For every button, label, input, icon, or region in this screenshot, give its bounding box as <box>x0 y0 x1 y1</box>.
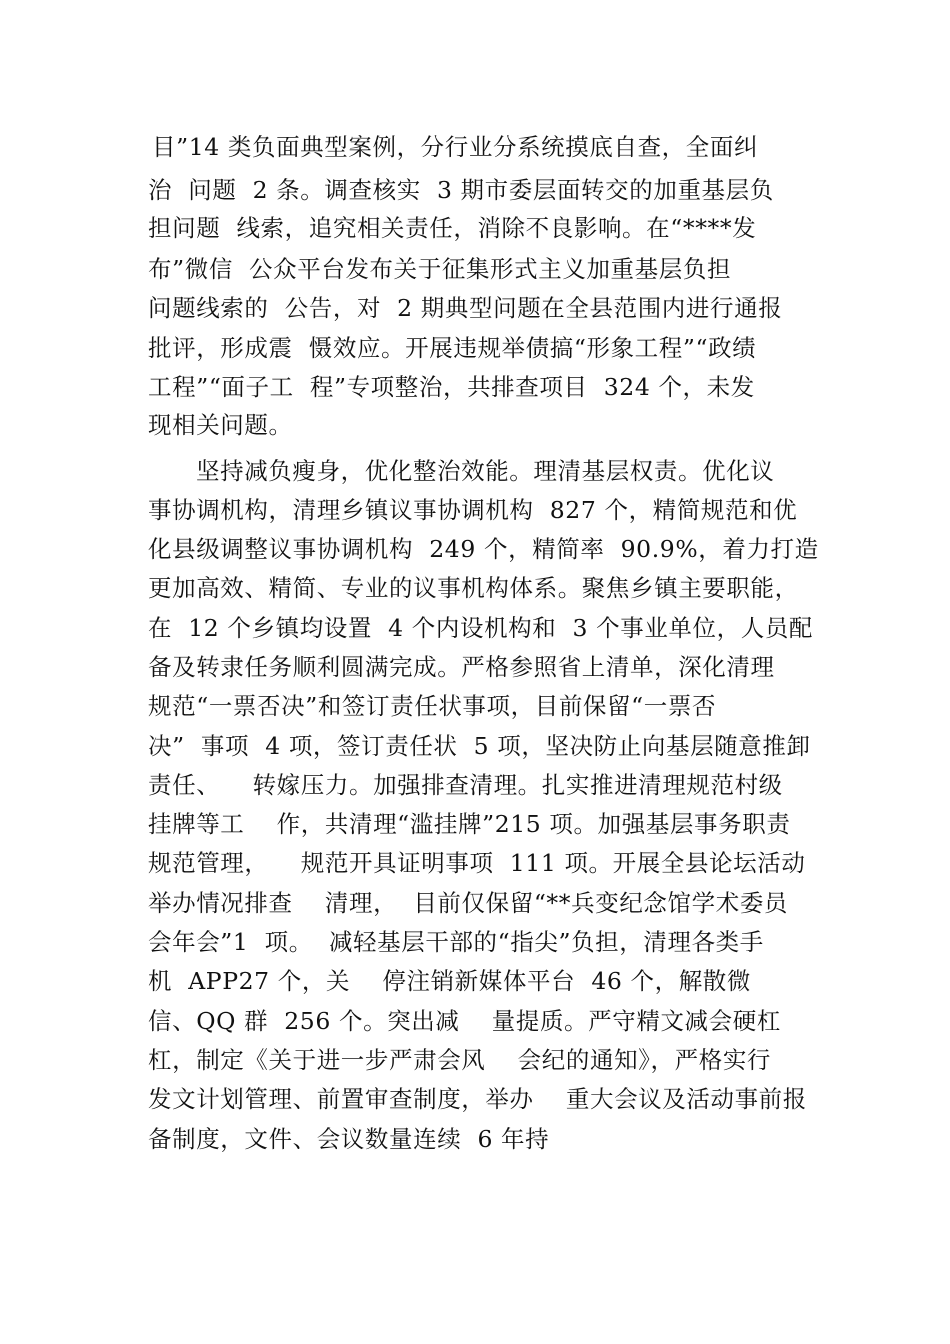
text-line: 规范管理， 规范开具证明事项 111 项。开展全县论坛活动 <box>148 849 806 877</box>
text-line: 发文计划管理、前置审查制度，举办 重大会议及活动事前报 <box>148 1085 807 1113</box>
text-line: 责任、 转嫁压力。加强排查清理。扎实推进清理规范村级 <box>148 771 783 799</box>
text-line: 杠，制定《关于进一步严肃会风 会纪的通知》，严格实行 <box>148 1046 772 1074</box>
paragraph-start-line: 坚持减负瘦身，优化整治效能。理清基层权责。优化议 <box>196 457 775 485</box>
text-line: 问题线索的 公告，对 2 期典型问题在全县范围内进行通报 <box>148 294 783 322</box>
text-line: 信、QQ 群 256 个。突出减 量提质。严守精文减会硬杠 <box>148 1007 781 1035</box>
text-line: 治 问题 2 条。调查核实 3 期市委层面转交的加重基层负 <box>148 176 774 204</box>
text-line: 规范“一票否决”和签订责任状事项，目前保留“一票否 <box>148 692 717 720</box>
text-line: 化县级调整议事协调机构 249 个，精简率 90.9%，着力打造 <box>148 535 819 563</box>
text-line: 担问题 线索，追究相关责任，消除不良影响。在“****发 <box>148 214 757 242</box>
text-line: 决” 事项 4 项，签订责任状 5 项，坚决防止向基层随意推卸 <box>148 732 811 760</box>
text-line: 举办情况排查 清理， 目前仅保留“**兵变纪念馆学术委员 <box>148 889 789 917</box>
text-line: 事协调机构，清理乡镇议事协调机构 827 个，精简规范和优 <box>148 496 798 524</box>
text-line: 备制度，文件、会议数量连续 6 年持 <box>148 1125 550 1153</box>
text-line: 备及转隶任务顺利圆满完成。严格参照省上清单，深化清理 <box>148 653 775 681</box>
text-line: 批评，形成震 慑效应。开展违规举债搞“形象工程”“政绩 <box>148 334 757 362</box>
text-line: 更加高效、精简、专业的议事机构体系。聚焦乡镇主要职能， <box>148 574 799 602</box>
text-line: 目”14 类负面典型案例，分行业分系统摸底自查，全面纠 <box>152 133 759 161</box>
text-line: 现相关问题。 <box>148 411 293 439</box>
text-line: 工程”“面子工 程”专项整治，共排查项目 324 个，未发 <box>148 373 755 401</box>
text-line: 会年会”1 项。 减轻基层干部的“指尖”负担，清理各类手 <box>148 928 764 956</box>
text-line: 在 12 个乡镇均设置 4 个内设机构和 3 个事业单位，人员配 <box>148 614 814 642</box>
text-line: 布”微信 公众平台发布关于征集形式主义加重基层负担 <box>148 255 732 283</box>
text-line: 机 APP27 个，关 停注销新媒体平台 46 个，解散微 <box>148 967 751 995</box>
text-line: 挂牌等工 作，共清理“滥挂牌”215 项。加强基层事务职责 <box>148 810 791 838</box>
